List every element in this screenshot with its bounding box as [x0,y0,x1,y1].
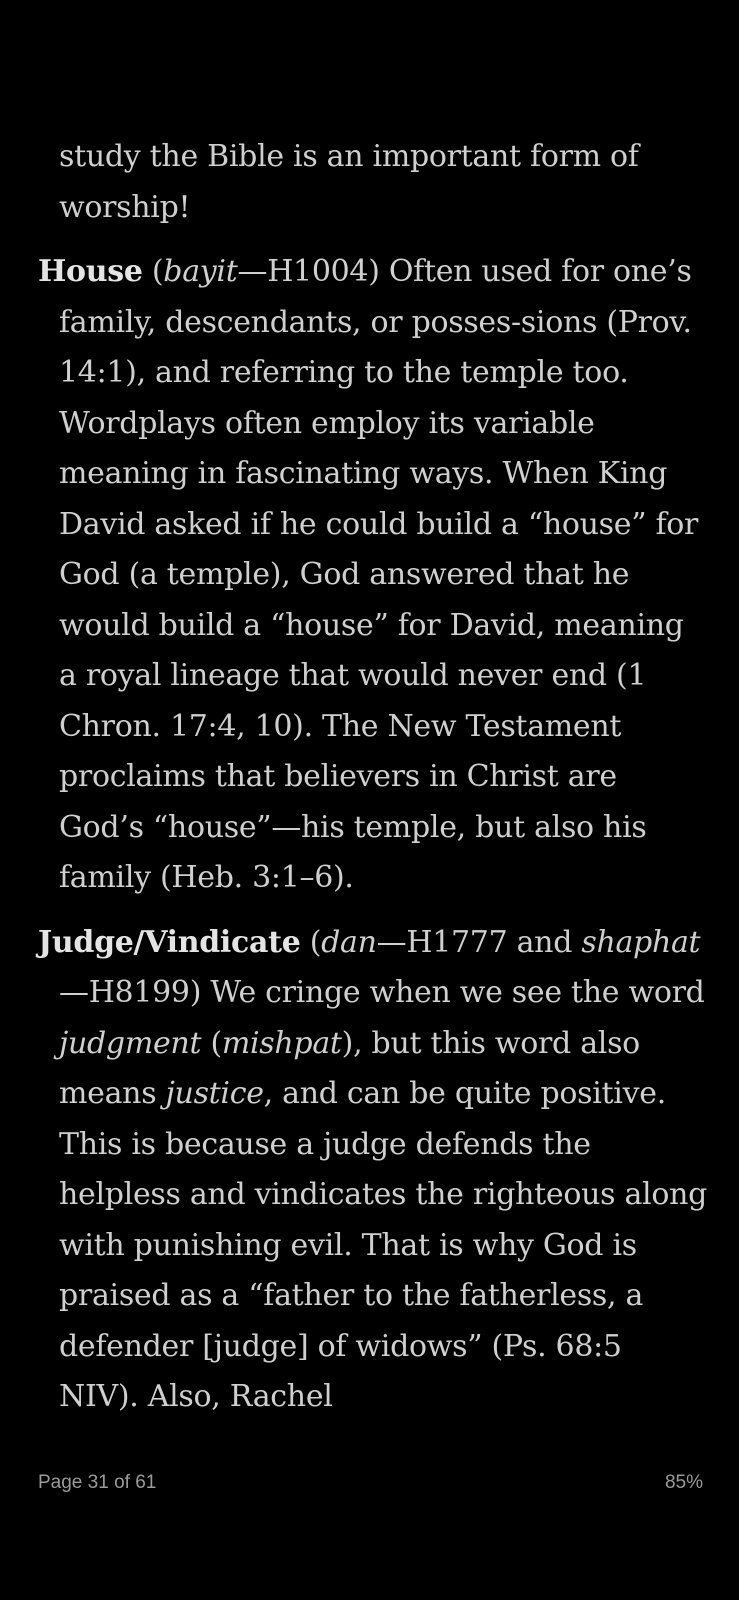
emphasis-text: justice [165,1076,264,1111]
entry-body: ), but this word also means [59,1025,640,1111]
reader-footer [38,1472,703,1502]
glossary-entry-house [38,247,708,904]
paragraph-continuation: study the Bible is an important form of worship! [59,139,639,225]
emphasis-text: mishpat [221,1025,342,1061]
glossary-entry-judge-vindicate [38,918,708,1423]
entry-body: We cringe when we see the word [210,975,705,1010]
paren-open: ( [300,924,322,960]
hebrew-word: shaphat [581,924,701,960]
page-indicator: Page 31 of 61 [38,1472,157,1493]
entry-term: Judge/Vindicate [38,924,301,960]
page-content [38,132,708,1437]
entry-term: House [38,254,143,289]
entry-body: ( [201,1025,222,1061]
reading-progress: 85% [664,1472,703,1493]
emphasis-text: judgment [59,1025,202,1061]
strongs-code: —H1777 and [376,924,582,960]
entry-body: , and can be quite positive. This is because a judge defends the helpless and vindicates the righteous along with punishing evil. That is why God is praised as a “father to the fatherless, a defender [judge] of widows” (Ps. 68:5 NIV). Also, Rachel [59,1076,708,1414]
strongs-code: —H8199) [59,975,211,1010]
hebrew-word: dan [321,924,377,960]
hebrew-word: bayit [163,254,238,289]
paren-open: ( [142,254,164,289]
entry-body: Often used for one’s family, descendants, or posses-sions (Prov. 14:1), and referring to the temple too. Wordplays often employ its variable meaning in fascinating ways. When King David asked if he could build a “house” for God (a temple), God answered that he would build a “house” for David, meaning a royal lineage that would never end (1 Chron. 17:4, 10). The New Testament proclaims that believers in Christ are God’s “house”—his temple, but also his family (Heb. 3:1–6). [59,254,699,895]
strongs-code: —H1004) [237,254,389,289]
